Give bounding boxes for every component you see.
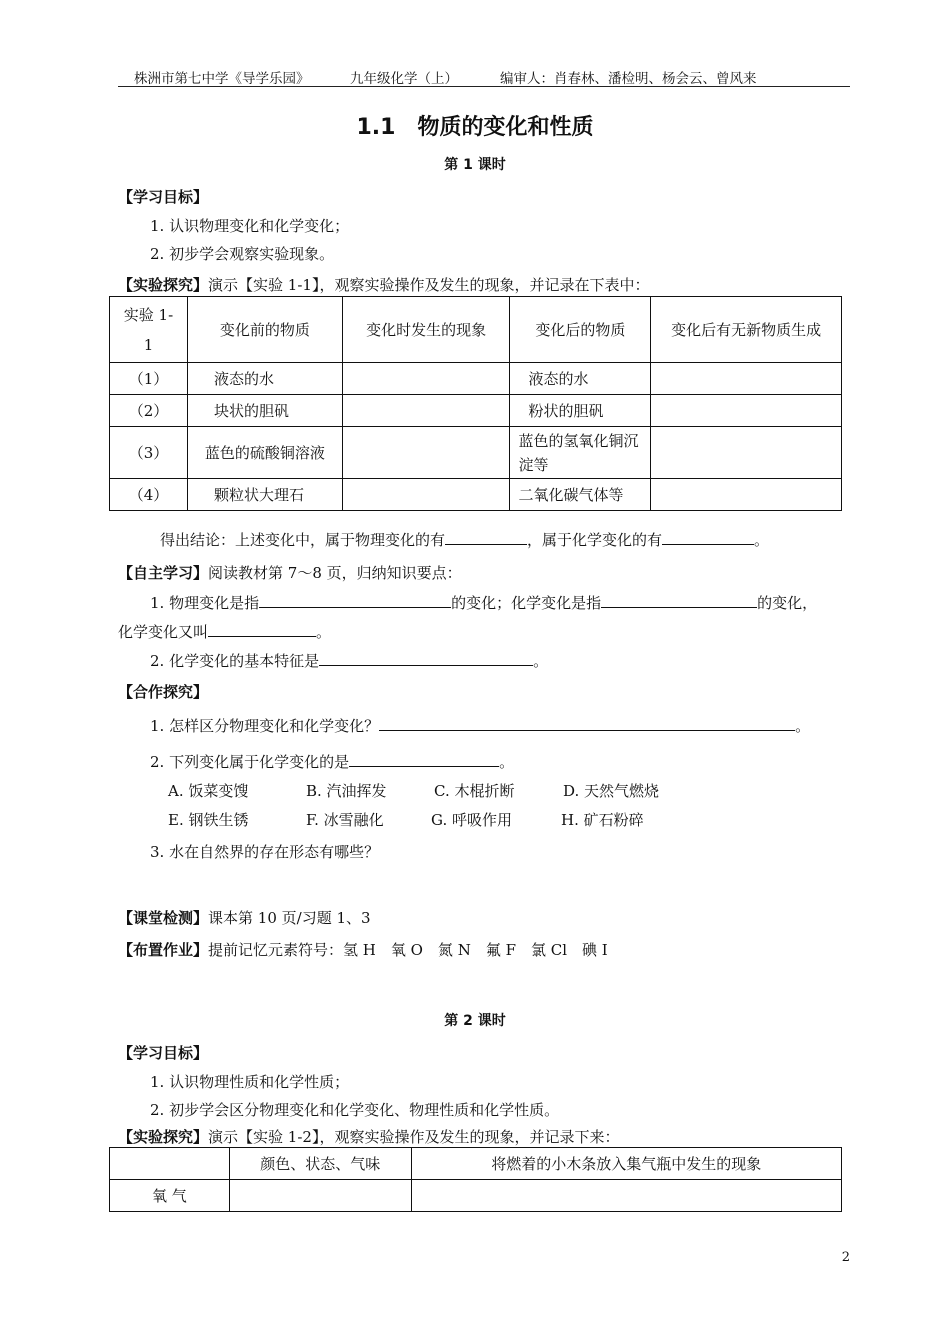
conclusion-end: 。 (754, 531, 770, 549)
table1-header-cell: 变化前的物质 (187, 297, 342, 363)
self-study-1-text: 的变化， (757, 594, 818, 612)
table-cell-blank (651, 479, 842, 511)
answer-blank[interactable] (259, 593, 451, 608)
answer-blank[interactable] (379, 716, 795, 731)
lesson1-explore-label: 【实验探究】 (118, 276, 209, 294)
option-g: G. 呼吸作用 (431, 811, 512, 829)
table-row (110, 427, 842, 479)
conclusion-text-physical: 得出结论：上述变化中，属于物理变化的有 (160, 531, 446, 549)
class-check-label: 【课堂检测】 (118, 909, 209, 927)
cooperation-q1-text: 1. 怎样区分物理变化和化学变化？ (150, 717, 380, 735)
table-cell-blank (342, 363, 510, 395)
homework-text: 提前记忆元素符号：氢 H 氧 O 氮 N 氟 F 氯 Cl 碘 I (208, 941, 608, 959)
lesson2-explore-text: 演示【实验 1-2】，观察实验操作及发生的现象，并记录下来： (208, 1128, 620, 1146)
conclusion-line (160, 529, 769, 550)
option-e: E. 钢铁生锈 (168, 811, 249, 829)
cooperation-q1 (150, 715, 810, 736)
option-b: B. 汽油挥发 (306, 782, 387, 800)
table1-header-cell: 变化后有无新物质生成 (651, 297, 842, 363)
table-row (110, 479, 842, 511)
option-a: A. 饭菜变馊 (168, 782, 249, 800)
table-cell: （4） (110, 479, 188, 511)
table1-header-cell: 变化后的物质 (510, 297, 651, 363)
table-cell: 液态的水 (187, 363, 342, 395)
self-study-text: 阅读教材第 7～8 页，归纳知识要点： (208, 564, 462, 582)
header-school: 株洲市第七中学《导学乐园》 (134, 71, 310, 87)
answer-blank[interactable] (445, 530, 527, 545)
answer-blank[interactable] (601, 593, 757, 608)
self-study-1-text: 1. 物理变化是指 (150, 594, 260, 612)
lesson1-goal-2: 2. 初步学会观察实验现象。 (150, 245, 335, 263)
table-cell: （3） (110, 427, 188, 479)
table-cell: 粉状的胆矾 (510, 395, 651, 427)
lesson2-goal-1: 1. 认识物理性质和化学性质； (150, 1073, 350, 1091)
answer-blank[interactable] (349, 752, 499, 767)
lesson2-explore-label: 【实验探究】 (118, 1128, 209, 1146)
self-study-item-1 (150, 592, 817, 613)
self-study-1-text: 。 (316, 623, 332, 641)
table2-header-cell: 将燃着的小木条放入集气瓶中发生的现象 (411, 1148, 841, 1180)
table-cell-blank (651, 427, 842, 479)
table-cell-blank (342, 395, 510, 427)
table-cell: 块状的胆矾 (187, 395, 342, 427)
option-f: F. 冰雪融化 (306, 811, 384, 829)
option-d: D. 天然气燃烧 (563, 782, 660, 800)
cooperation-q1-end: 。 (795, 717, 811, 735)
table-cell: （1） (110, 363, 188, 395)
lesson1-goal-1: 1. 认识物理变化和化学变化； (150, 217, 350, 235)
lesson2-goal-2: 2. 初步学会区分物理变化和化学变化、物理性质和化学性质。 (150, 1101, 560, 1119)
table-cell: 液态的水 (510, 363, 651, 395)
table-row (110, 363, 842, 395)
self-study-label: 【自主学习】 (118, 564, 209, 582)
self-study-2-text: 2. 化学变化的基本特征是 (150, 652, 320, 670)
table-cell-blank (411, 1180, 841, 1212)
table2-header-cell (110, 1148, 230, 1180)
table-cell-blank (651, 395, 842, 427)
option-h: H. 矿石粉碎 (561, 811, 644, 829)
lesson1-goals-label: 【学习目标】 (118, 188, 209, 206)
page-header (118, 66, 850, 87)
lesson2-heading: 第 2 课时 (444, 1013, 506, 1029)
cooperation-label: 【合作探究】 (118, 683, 209, 701)
cooperation-q2-text: 2. 下列变化属于化学变化的是 (150, 753, 350, 771)
table-row (110, 1180, 842, 1212)
lesson1-explore-text: 演示【实验 1-1】，观察实验操作及发生的现象，并记录在下表中： (208, 276, 650, 294)
self-study-2-text: 。 (533, 652, 549, 670)
conclusion-text-chemical: ，属于化学变化的有 (527, 531, 663, 549)
self-study-1-text: 的变化；化学变化是指 (451, 594, 602, 612)
class-check-text: 课本第 10 页/习题 1、3 (208, 909, 371, 927)
table1-header-cell: 实验 1-1 (110, 297, 188, 363)
table2-header-cell: 颜色、状态、气味 (229, 1148, 411, 1180)
cooperation-q2-end: 。 (499, 753, 515, 771)
self-study-item-1-cont (118, 621, 331, 642)
experiment-1-2-table (109, 1147, 842, 1212)
table-cell-blank (229, 1180, 411, 1212)
homework-label: 【布置作业】 (118, 941, 209, 959)
answer-blank[interactable] (208, 622, 316, 637)
answer-blank[interactable] (662, 530, 754, 545)
option-c: C. 木棍折断 (434, 782, 515, 800)
table-cell: 氧 气 (110, 1180, 230, 1212)
cooperation-q3: 3. 水在自然界的存在形态有哪些？ (150, 843, 380, 861)
self-study-1-text: 化学变化又叫 (118, 623, 209, 641)
lesson1-heading: 第 1 课时 (444, 157, 506, 173)
table-cell: 蓝色的氢氧化铜沉淀等 (510, 427, 651, 479)
lesson2-goals-label: 【学习目标】 (118, 1044, 209, 1062)
table1-header-cell: 变化时发生的现象 (342, 297, 510, 363)
table-cell: 颗粒状大理石 (187, 479, 342, 511)
header-course: 九年级化学（上） (350, 71, 458, 87)
table-row (110, 395, 842, 427)
cooperation-q2 (150, 751, 514, 772)
table-cell: 蓝色的硫酸铜溶液 (187, 427, 342, 479)
table-cell-blank (342, 427, 510, 479)
page-title: 1.1 物质的变化和性质 (356, 115, 594, 140)
table-cell: 二氧化碳气体等 (510, 479, 651, 511)
table-cell-blank (342, 479, 510, 511)
experiment-1-1-table (109, 296, 842, 511)
self-study-item-2 (150, 650, 548, 671)
table-cell: （2） (110, 395, 188, 427)
header-editors: 编审人：肖春林、潘检明、杨会云、曾风来 (500, 71, 757, 87)
answer-blank[interactable] (319, 651, 533, 666)
page-number: 2 (841, 1250, 850, 1265)
table-cell-blank (651, 363, 842, 395)
